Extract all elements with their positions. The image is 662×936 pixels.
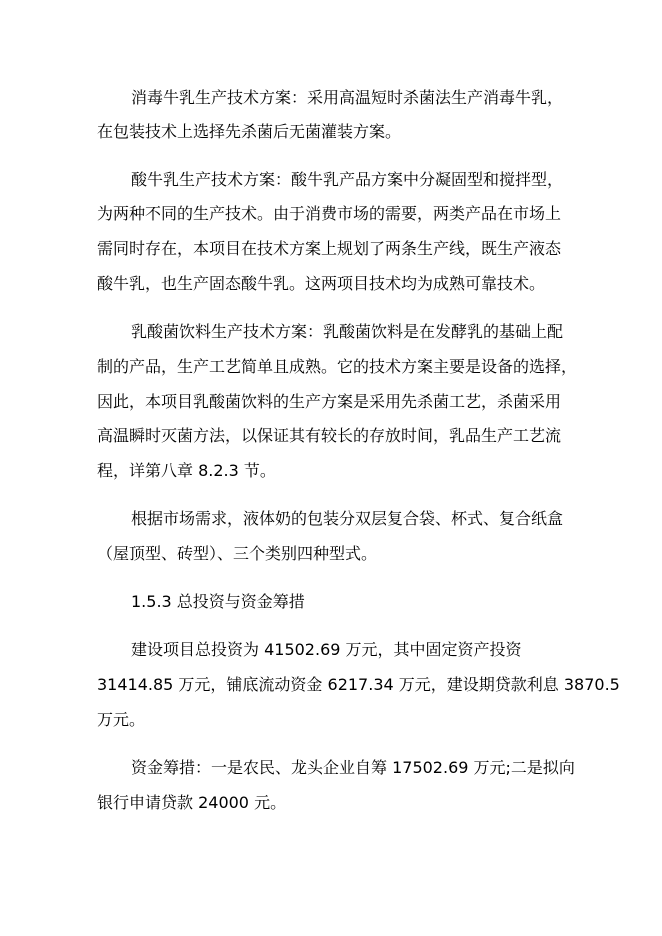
text-line: 31414.85 万元，铺底流动资金 6217.34 万元，建设期贷款利息 3870.5 bbox=[97, 675, 620, 694]
text-line: 高温瞬时灭菌方法，以保证其有较长的存放时间，乳品生产工艺流 bbox=[97, 426, 562, 445]
text-line: 乳酸菌饮料生产技术方案：乳酸菌饮料是在发酵乳的基础上配 bbox=[131, 322, 564, 341]
text-line: 消毒牛乳生产技术方案：采用高温短时杀菌法生产消毒牛乳， bbox=[131, 88, 564, 107]
text-line: 制的产品，生产工艺简单且成熟。它的技术方案主要是设备的选择， bbox=[97, 357, 578, 376]
section-title: 1.5.3 总投资与资金筹措 bbox=[131, 592, 305, 611]
text-line: 建设项目总投资为 41502.69 万元，其中固定资产投资 bbox=[131, 640, 522, 659]
text-line: 程，详第八章 8.2.3 节。 bbox=[97, 461, 276, 480]
text-line: 酸牛乳生产技术方案：酸牛乳产品方案中分凝固型和搅拌型， bbox=[131, 170, 564, 189]
text-line: （屋顶型、砖型）、三个类别四种型式。 bbox=[97, 544, 378, 563]
text-line: 因此，本项目乳酸菌饮料的生产方案是采用先杀菌工艺，杀菌采用 bbox=[97, 392, 562, 411]
text-line: 资金筹措：一是农民、龙头企业自筹 17502.69 万元;二是拟向 bbox=[131, 758, 575, 777]
text-line: 在包装技术上选择先杀菌后无菌灌装方案。 bbox=[97, 122, 402, 141]
text-line: 根据市场需求，液体奶的包装分双层复合袋、杯式、复合纸盒 bbox=[131, 509, 564, 528]
text-line: 万元。 bbox=[97, 710, 146, 729]
text-line: 银行申请贷款 24000 元。 bbox=[97, 793, 287, 812]
text-line: 为两种不同的生产技术。由于消费市场的需要，两类产品在市场上 bbox=[97, 204, 562, 223]
text-line: 酸牛乳，也生产固态酸牛乳。这两项目技术均为成熟可靠技术。 bbox=[97, 274, 546, 293]
text-line: 需同时存在，本项目在技术方案上规划了两条生产线，既生产液态 bbox=[97, 239, 562, 258]
